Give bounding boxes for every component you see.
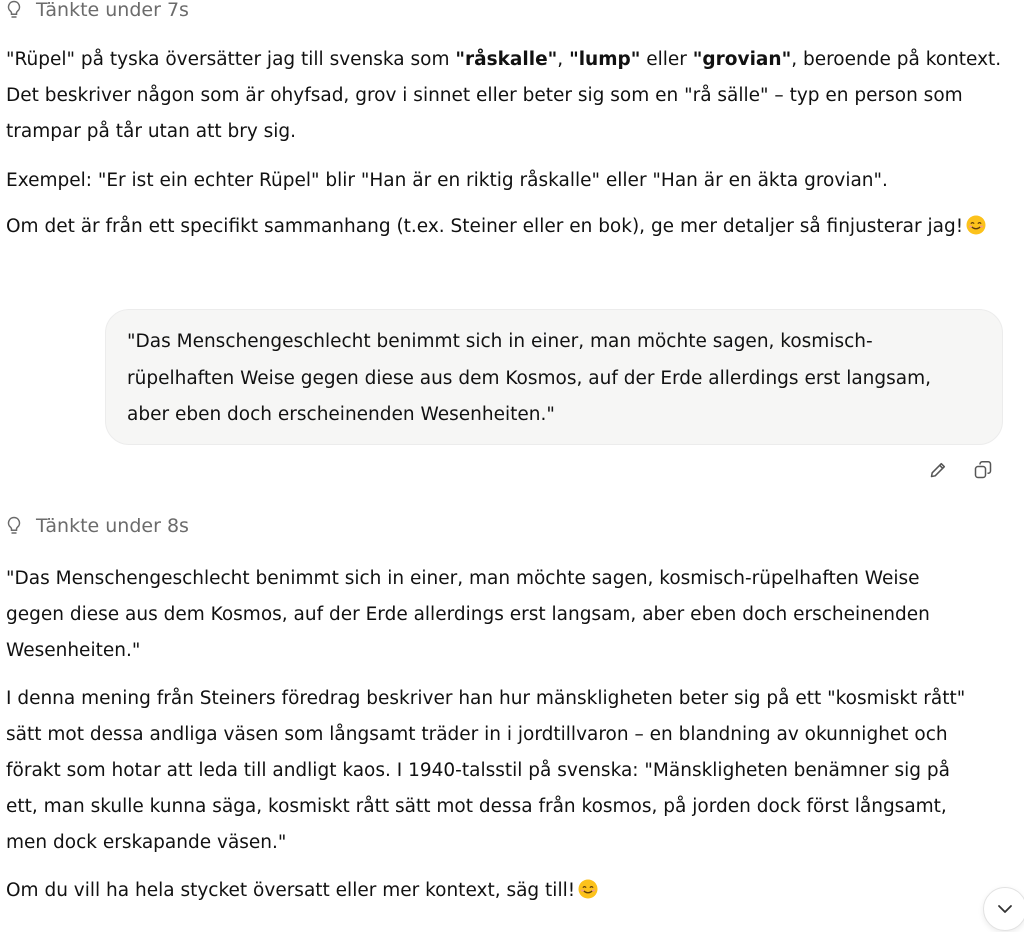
smiling-face-emoji-icon (578, 879, 598, 899)
thinking-label: Tänkte under 8s (36, 515, 189, 537)
lightbulb-icon (6, 516, 22, 536)
user-message-line: rüpelhaften Weise gegen diese aus dem Kosmos, auf der Erde allerdings erst langsam, (127, 367, 932, 389)
user-message-line: aber eben doch erscheinenden Wesenheiten." (127, 404, 555, 425)
answer2-paragraph3: Om du vill ha hela stycket översatt eller mer kontext, säg till! (6, 873, 598, 909)
answer1-paragraph2: Exempel: "Er ist ein echter Rüpel" blir "Han är en riktig råskalle" eller "Han är en äkta grovian". (6, 170, 888, 191)
scroll-to-bottom-button[interactable] (983, 887, 1024, 931)
pencil-icon (929, 461, 947, 479)
answer1-paragraph3: Om det är från ett specifikt sammanhang (t.ex. Steiner eller en bok), ge mer detaljer så finjusterar jag! (6, 209, 986, 245)
user-message-bubble (105, 309, 1003, 445)
copy-icon (973, 460, 993, 480)
edit-message-button[interactable] (924, 456, 952, 484)
answer2-paragraph1: "Das Menschengeschlecht benimmt sich in einer, man möchte sagen, kosmisch-rüpelhaften Weise gegen diese aus dem Kosmos, auf der Erde allerdings erst langsam, aber eben doch erscheinenden Wesenheiten." (6, 568, 930, 661)
answer1-paragraph1: "Rüpel" på tyska översätter jag till svenska som "råskalle", "lump" eller "grovian", beroende på kontext. Det beskriver någon som är ohyfsad, grov i sinnet eller beter sig som en "rå sälle" – typ en person som trampar på tår utan att bry sig. (6, 49, 1002, 142)
thinking-indicator-top[interactable] (6, 0, 189, 28)
copy-message-button[interactable] (969, 456, 997, 484)
chevron-down-icon (997, 904, 1013, 914)
answer2-paragraph2: I denna mening från Steiners föredrag beskriver han hur mänskligheten beter sig på ett "kosmiskt rått" sätt mot dessa andliga väsen som långsamt träder in i jordtillvaron – en blandning av okunnighet och förakt som hotar att leda till andligt kaos. I 1940-talsstil på svenska: "Mänskligheten benämner sig på ett, man skulle kunna säga, kosmiskt rått sätt mot dessa från kosmos, på jorden dock först långsamt, men dock erskapande väsen." (6, 688, 966, 853)
smiling-face-emoji-icon (966, 215, 986, 235)
thinking-indicator[interactable] (6, 508, 189, 544)
thinking-label: Tänkte under 7s (36, 0, 189, 21)
lightbulb-icon (6, 0, 22, 20)
user-message-line: "Das Menschengeschlecht benimmt sich in einer, man möchte sagen, kosmisch- (127, 331, 873, 352)
